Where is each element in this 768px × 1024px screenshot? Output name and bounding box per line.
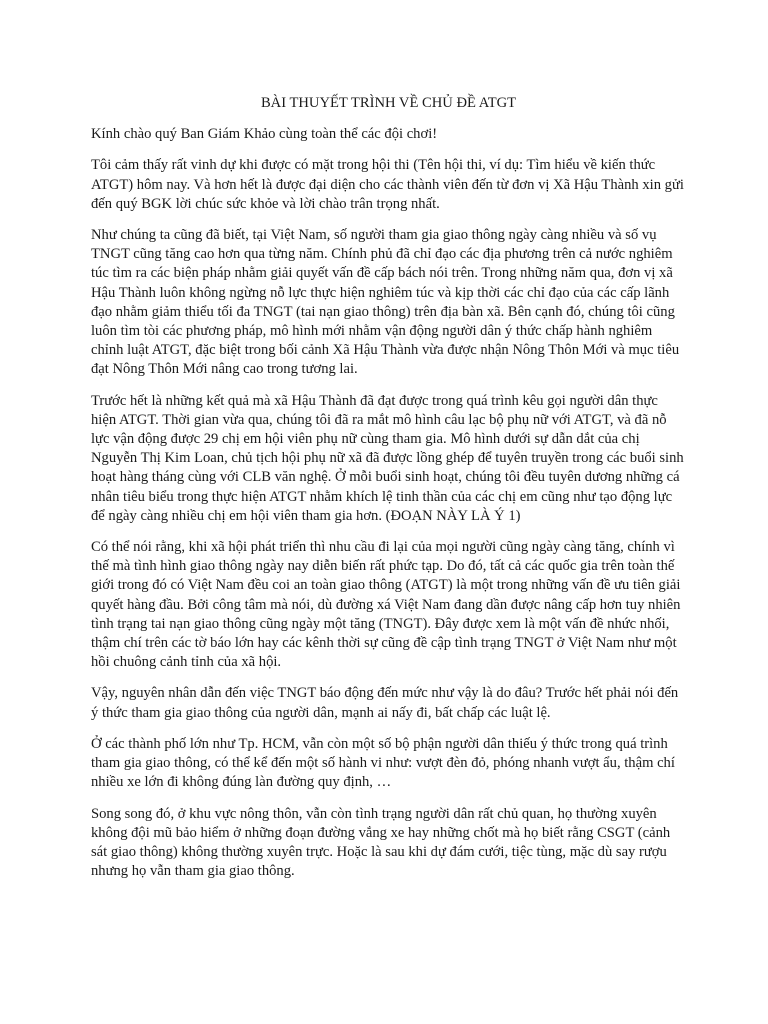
- paragraph: Song song đó, ở khu vực nông thôn, vẫn còn tình trạng người dân rất chủ quan, họ thường xuyên không đội mũ bảo hiểm ở những đoạn đường vắng xe hay những chốt mà họ biết rằng CSGT (cảnh sát giao thông) không thường xuyên trực. Hoặc là sau khi dự đám cưới, tiệc tùng, mặc dù say rượu nhưng họ vẫn tham gia giao thông.: [91, 805, 671, 880]
- paragraph: Tôi cảm thấy rất vinh dự khi được có mặt trong hội thi (Tên hội thi, ví dụ: Tìm hiểu về kiến thức ATGT) hôm nay. Và hơn hết là được đại diện cho các thành viên đến từ đơn vị Xã Hậu Thành xin gửi đến quý BGK lời chúc sức khỏe và lời chào trân trọng nhất.: [91, 157, 684, 212]
- paragraph: Ở các thành phố lớn như Tp. HCM, vẫn còn một số bộ phận người dân thiếu ý thức trong quá trình tham gia giao thông, có thể kể đến một số hành vi như: vượt đèn đỏ, phóng nhanh vượt ẩu, thậm chí nhiều xe lớn đi không đúng làn đường quy định, …: [91, 735, 675, 791]
- paragraph: Như chúng ta cũng đã biết, tại Việt Nam, số người tham gia giao thông ngày càng nhiều và số vụ TNGT cũng tăng cao hơn qua từng năm. Chính phủ đã chỉ đạo các địa phương trên cả nước nghiêm túc tìm ra các biện pháp nhằm giải quyết vấn đề cấp bách nói trên. Trong những năm qua, đơn vị xã Hậu Thành luôn không ngừng nỗ lực thực hiện nghiêm túc và kịp thời các chỉ đạo của các cấp lãnh đạo nhằm giảm thiểu tối đa TNGT (tai nạn giao thông) trên địa bàn xã. Bên cạnh đó, chúng tôi cũng luôn tìm tòi các phương pháp, mô hình mới nhằm vận động người dân ý thức chấp hành nghiêm chỉnh luật ATGT, đặc biệt trong bối cảnh Xã Hậu Thành vừa được nhận Nông Thôn Mới và mục tiêu đạt Nông Thôn Mới nâng cao trong tương lai.: [91, 227, 680, 378]
- paragraph: Trước hết là những kết quả mà xã Hậu Thành đã đạt được trong quá trình kêu gọi người dân thực hiện ATGT. Thời gian vừa qua, chúng tôi đã ra mắt mô hình câu lạc bộ phụ nữ với ATGT, và đã nỗ lực vận động được 29 chị em hội viên phụ nữ cùng tham gia. Mô hình dưới sự dẫn dắt của chị Nguyễn Thị Kim Loan, chủ tịch hội phụ nữ xã đã được lồng ghép để tuyên truyền trong các buổi sinh hoạt hàng tháng cùng với CLB văn nghệ. Ở mỗi buổi sinh hoạt, chúng tôi đều tuyên dương những cá nhân tiêu biểu trong thực hiện ATGT nhằm khích lệ tinh thần của các chị em cũng như tạo động lực để ngày càng nhiều chị em hội viên tham gia hơn. (ĐOẠN NÀY LÀ Ý 1): [91, 392, 684, 524]
- document-title: BÀI THUYẾT TRÌNH VỀ CHỦ ĐỀ ATGT: [260, 95, 517, 111]
- greeting-line: Kính chào quý Ban Giám Khảo cùng toàn thể các đội chơi!: [91, 126, 438, 143]
- paragraph: Vậy, nguyên nhân dẫn đến việc TNGT báo động đến mức như vậy là do đâu? Trước hết phải nói đến ý thức tham gia giao thông của người dân, mạnh ai nấy đi, bất chấp các luật lệ.: [91, 685, 679, 721]
- paragraph: Có thể nói rằng, khi xã hội phát triển thì nhu cầu đi lại của mọi người cũng ngày càng tăng, chính vì thế mà tình hình giao thông ngày nay diễn biến rất phức tạp. Do đó, tất cả các quốc gia trên toàn thế giới trong đó có Việt Nam đều coi an toàn giao thông (ATGT) là một trong những vấn đề ưu tiên giải quyết hàng đầu. Bởi công tâm mà nói, dù đường xá Việt Nam đang dần được nâng cấp hơn tuy nhiên tình trạng tai nạn giao thông cũng ngày một tăng (TNGT). Đây được xem là một vấn đề nhức nhối, thậm chí trên các tờ báo lớn hay các kênh thời sự cũng đề cập tình trạng TNGT ở Việt Nam như một hồi chuông cảnh tỉnh của xã hội.: [91, 539, 681, 671]
